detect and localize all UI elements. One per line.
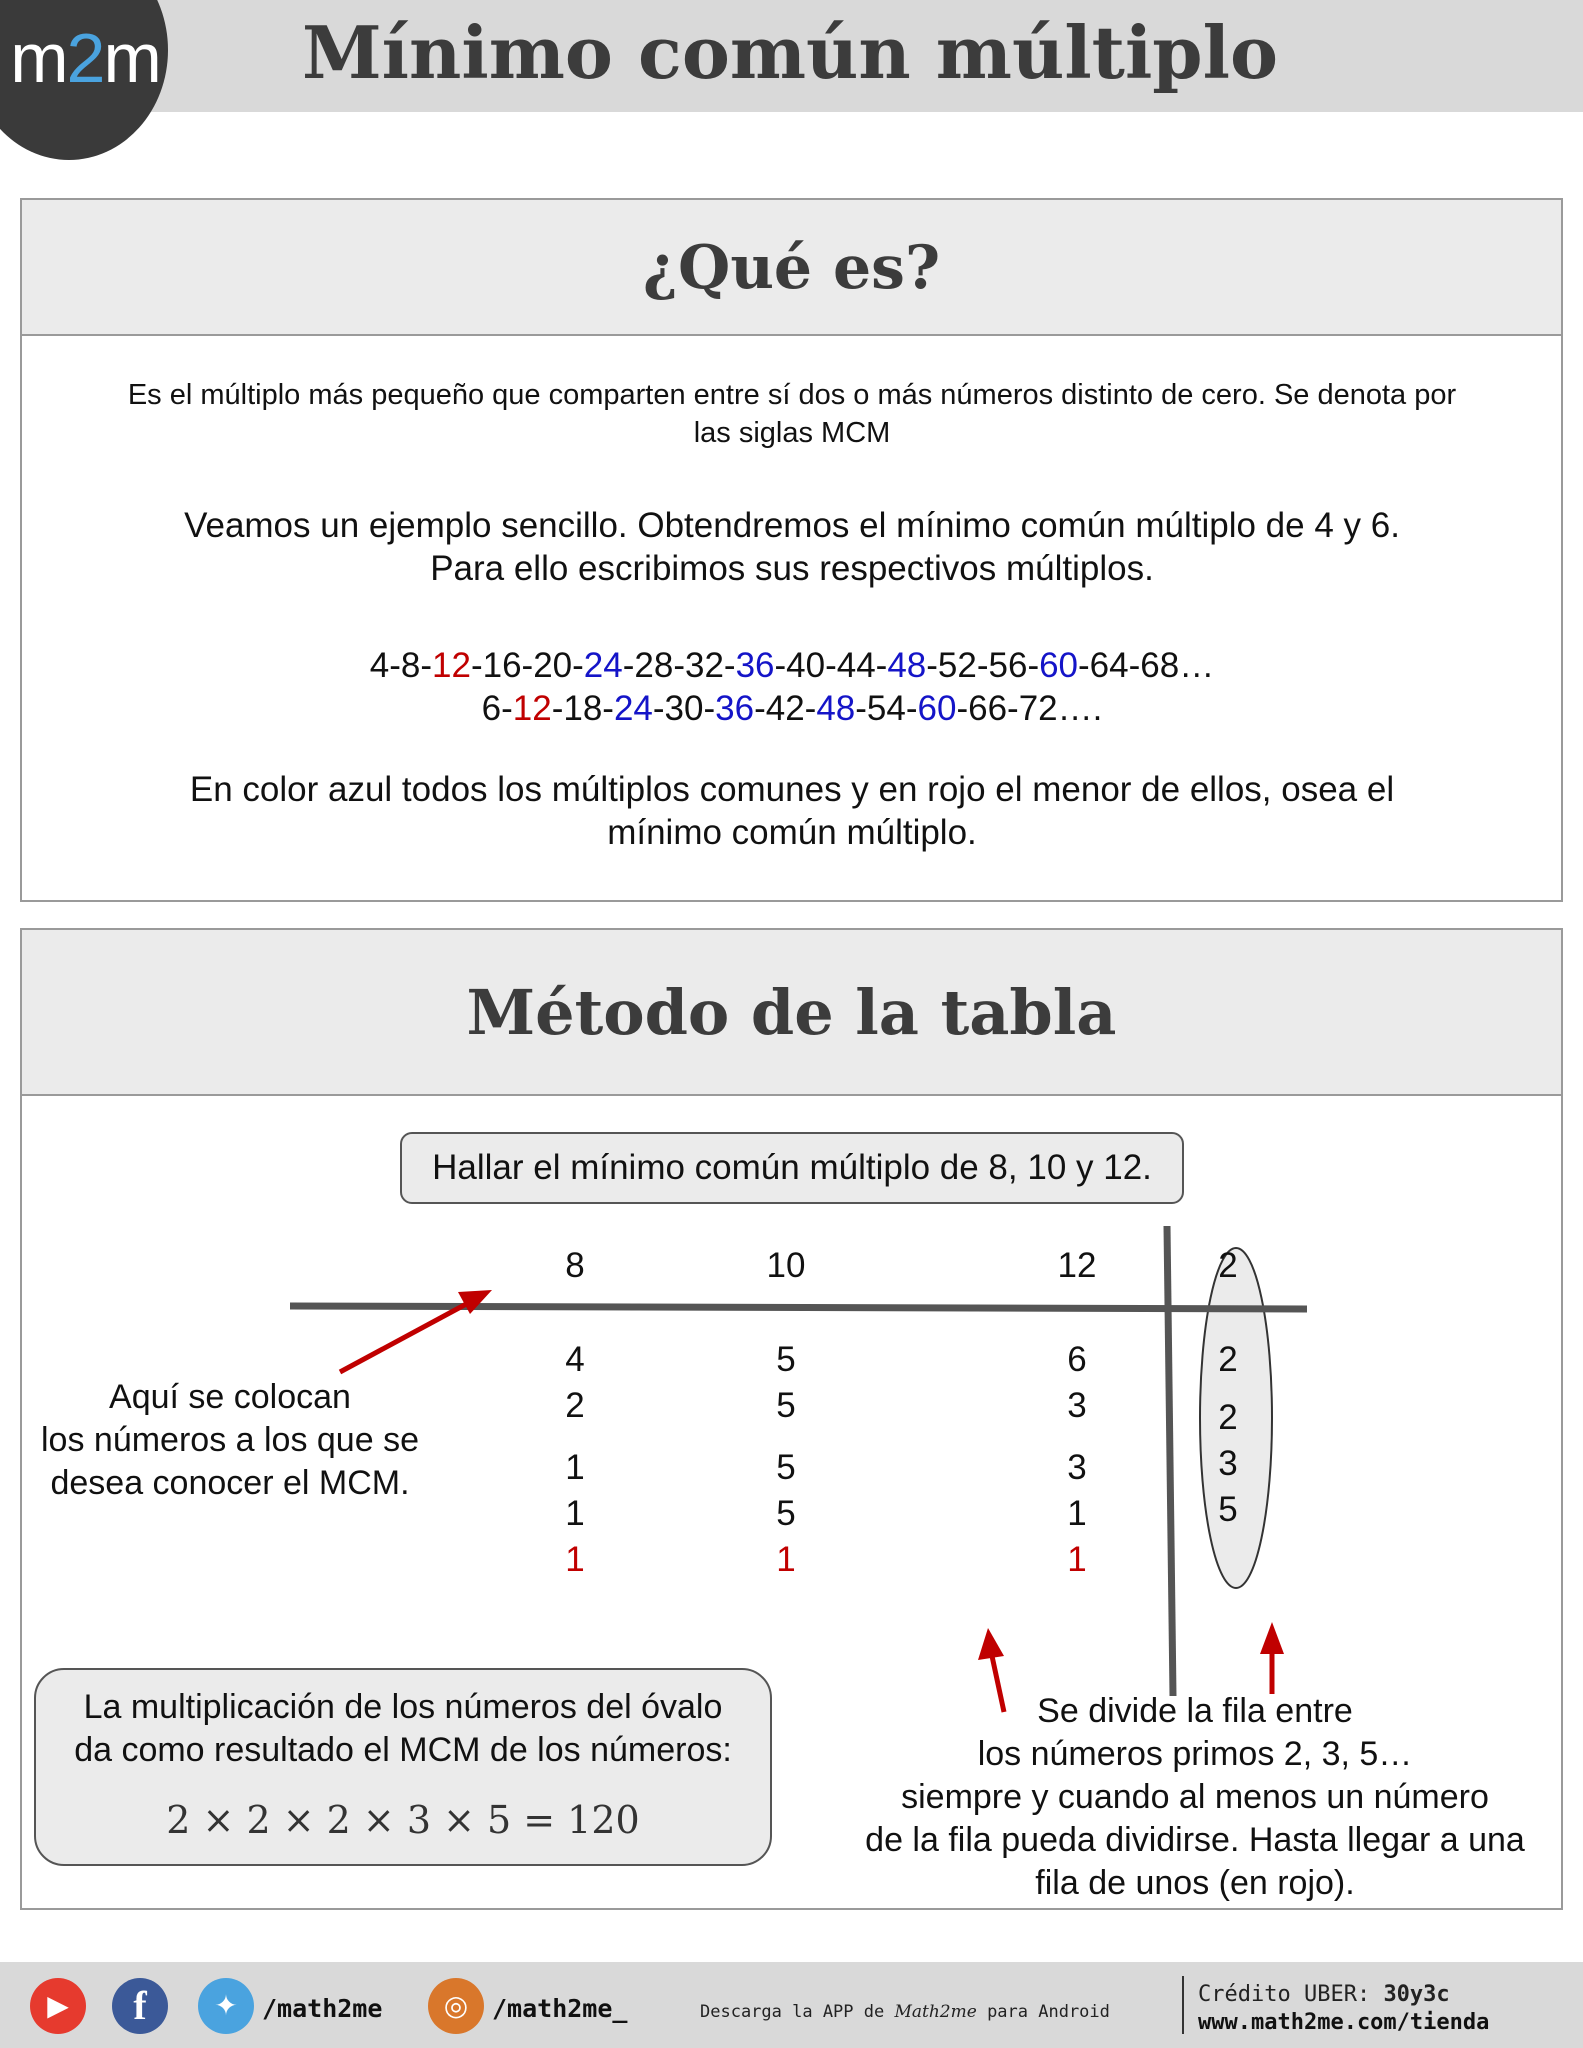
- result-text: [46, 1686, 760, 1772]
- multiple-segment: -30-: [652, 689, 716, 728]
- table-cell: 1: [776, 1540, 796, 1579]
- divisor-number: 3: [1218, 1444, 1238, 1483]
- divisor-number: 2: [1218, 1340, 1238, 1379]
- multiple-segment: -28-32-: [622, 646, 736, 685]
- conclusion-line-1: En color azul todos los múltiplos comunes y en rojo el menor de ellos, osea el: [189, 770, 1395, 809]
- multiple-segment: 48: [816, 689, 856, 728]
- table-header-number: 8: [565, 1246, 585, 1285]
- table-cell: 3: [1067, 1386, 1087, 1425]
- twitter-handle[interactable]: /math2me: [262, 1994, 383, 2023]
- instagram-handle[interactable]: /math2me_: [492, 1994, 628, 2023]
- note-line: Aquí se colocan: [109, 1378, 351, 1416]
- arrow-to-numbers: [340, 1290, 492, 1372]
- example-line-1: Veamos un ejemplo sencillo. Obtendremos el mínimo común múltiplo de 4 y 6.: [184, 506, 1400, 545]
- definition-line-2: las siglas MCM: [693, 417, 891, 449]
- table-cell: 3: [1067, 1448, 1087, 1487]
- multiple-segment: 60: [1039, 646, 1079, 685]
- table-cell: 5: [776, 1494, 796, 1533]
- table-cell: 1: [1067, 1494, 1087, 1533]
- multiple-segment: 36: [735, 646, 775, 685]
- footer-divider: [1182, 1976, 1184, 2034]
- website-link[interactable]: www.math2me.com/tienda: [1198, 2010, 1490, 2035]
- multiple-segment: -40-44-: [774, 646, 888, 685]
- multiple-segment: -42-: [754, 689, 817, 728]
- table-cell: 1: [565, 1494, 585, 1533]
- download-app-text: Descarga la APP de Math2me para Android: [700, 2002, 1110, 2022]
- multiple-segment: -54-: [855, 689, 918, 728]
- table-header-number: 10: [766, 1246, 806, 1285]
- arrow-to-oval: [1260, 1622, 1284, 1694]
- table-cell: 1: [565, 1540, 585, 1579]
- note-line: Se divide la fila entre: [1037, 1692, 1353, 1730]
- instagram-icon[interactable]: ◎: [428, 1978, 484, 2034]
- multiple-segment: 12: [512, 689, 552, 728]
- result-box: [34, 1668, 772, 1866]
- section-heading-que-es: ¿Qué es?: [22, 200, 1561, 336]
- facebook-icon[interactable]: f: [112, 1978, 168, 2034]
- multiple-segment: 24: [583, 646, 623, 685]
- multiple-segment: -16-20-: [470, 646, 584, 685]
- multiple-segment: -52-56-: [926, 646, 1040, 685]
- multiple-segment: 36: [715, 689, 755, 728]
- table-cell: 5: [776, 1340, 796, 1379]
- table-cell: 5: [776, 1448, 796, 1487]
- multiple-segment: -64-68…: [1078, 646, 1215, 685]
- definition-line-1: Es el múltiplo más pequeño que comparten entre sí dos o más números distinto de cero. Se denota por: [127, 379, 1457, 411]
- multiple-segment: -18-: [551, 689, 614, 728]
- multiple-segment: 4-8-: [369, 646, 433, 685]
- note-line: los números primos 2, 3, 5…: [977, 1735, 1413, 1773]
- table-cell: 6: [1067, 1340, 1087, 1379]
- table-header-number: 12: [1057, 1246, 1097, 1285]
- table-horizontal-line: [290, 1306, 1307, 1309]
- multiple-segment: 24: [613, 689, 653, 728]
- example-line-2: Para ello escribimos sus respectivos múltiplos.: [430, 549, 1154, 588]
- divisor-number: 2: [1218, 1398, 1238, 1437]
- conclusion-line-2: mínimo común múltiplo.: [607, 813, 977, 852]
- right-note: [830, 1690, 1560, 1905]
- youtube-icon[interactable]: ▶: [30, 1978, 86, 2034]
- note-line: desea conocer el MCM.: [50, 1464, 410, 1502]
- footer: [0, 1962, 1583, 2048]
- note-line: de la fila pueda dividirse. Hasta llegar a una: [865, 1821, 1525, 1859]
- multiple-segment: 48: [887, 646, 927, 685]
- page-title: Mínimo común múltiplo: [301, 10, 1279, 95]
- note-line: siempre y cuando al menos un número: [901, 1778, 1489, 1816]
- table-vertical-line: [1167, 1226, 1173, 1696]
- mcm-formula: 2 × 2 × 2 × 3 × 5 = 120: [166, 1798, 640, 1842]
- divisor-number: 5: [1218, 1490, 1238, 1529]
- note-line: fila de unos (en rojo).: [1035, 1864, 1355, 1902]
- result-line-1: La multiplicación de los números del óvalo: [83, 1688, 723, 1726]
- uber-credit: Crédito UBER: 30y3c: [1198, 1982, 1450, 2007]
- left-note: [20, 1376, 440, 1505]
- multiple-segment: -66-72….: [956, 689, 1103, 728]
- table-cell: 4: [565, 1340, 585, 1379]
- table-cell: 2: [565, 1386, 585, 1425]
- divisor-number: 2: [1218, 1246, 1238, 1285]
- result-line-2: da como resultado el MCM de los números:: [74, 1731, 732, 1769]
- note-line: los números a los que se: [41, 1421, 419, 1459]
- table-cell: 1: [565, 1448, 585, 1487]
- multiple-segment: 6-: [481, 689, 513, 728]
- twitter-icon[interactable]: ✦: [198, 1978, 254, 2034]
- multiple-segment: 60: [917, 689, 957, 728]
- table-cell: 1: [1067, 1540, 1087, 1579]
- multiple-segment: 12: [432, 646, 471, 685]
- table-cell: 5: [776, 1386, 796, 1425]
- section-heading-metodo: Método de la tabla: [22, 930, 1561, 1096]
- task-box: Hallar el mínimo común múltiplo de 8, 10 y 12.: [400, 1132, 1184, 1204]
- logo-text: m2m: [10, 19, 160, 97]
